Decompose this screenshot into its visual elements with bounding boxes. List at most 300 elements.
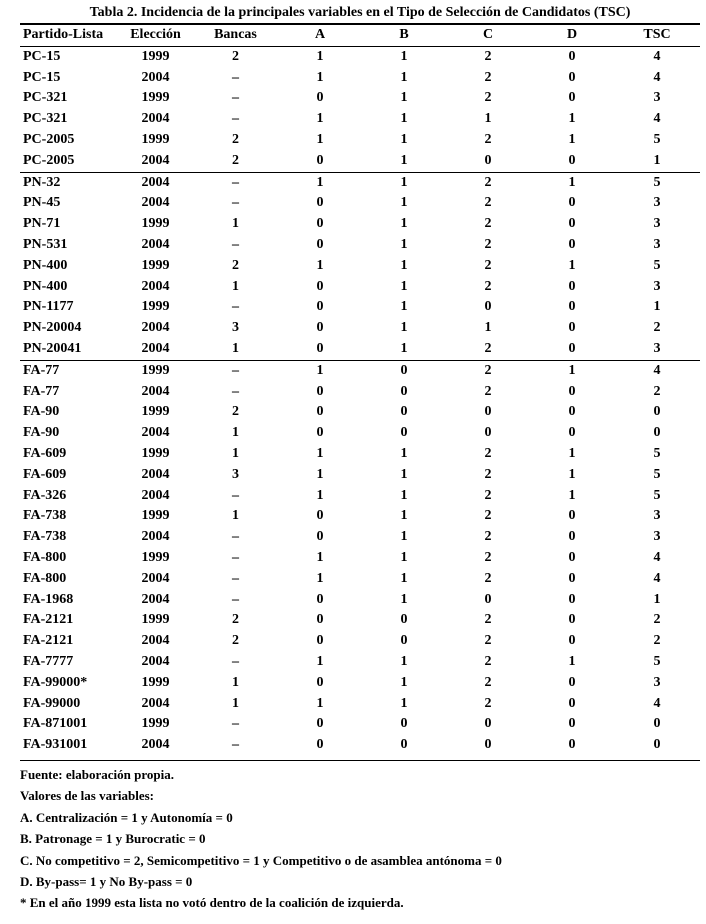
table-cell: FA-326 [23, 487, 67, 503]
table-cell: 0 [568, 236, 576, 252]
table-cell: – [232, 383, 239, 399]
table-row [20, 569, 700, 590]
table-cell: 0 [316, 236, 324, 252]
table-cell: 1 [400, 90, 408, 106]
table-cell: 3 [232, 320, 239, 336]
note-values-heading: Valores de las variables: [20, 788, 154, 804]
note-variable-d: D. By-pass= 1 y No By-pass = 0 [20, 874, 193, 890]
table-cell: 1 [400, 216, 408, 232]
table-cell: 1 [232, 340, 239, 356]
table-cell: FA-2121 [23, 633, 74, 649]
table-cell: 0 [316, 508, 324, 524]
table-cell: 1 [316, 487, 324, 503]
table-cell: 1 [316, 69, 324, 85]
table-cell: 1999 [141, 299, 170, 315]
table-cell: FA-2121 [23, 612, 74, 628]
table-cell: 0 [653, 716, 661, 732]
table-cell: FA-1968 [23, 591, 74, 607]
table-row [20, 631, 700, 652]
table-cell: 5 [653, 487, 661, 503]
table-cell: 2 [232, 152, 239, 168]
table-row [20, 339, 700, 360]
table-cell: 0 [568, 48, 576, 64]
table-cell: – [232, 591, 239, 607]
table-cell: FA-99000 [23, 695, 81, 711]
table-cell: 1999 [141, 90, 170, 106]
table-row [20, 151, 700, 172]
column-header: A [278, 25, 362, 46]
table-cell: 0 [400, 425, 408, 441]
table-cell: PC-15 [23, 69, 61, 85]
table-cell: 3 [232, 466, 239, 482]
table-cell: 2 [232, 612, 239, 628]
table-cell: 1 [653, 299, 661, 315]
table-cell: 2004 [141, 466, 170, 482]
table-row [20, 214, 700, 235]
table-cell: 0 [653, 737, 661, 753]
table-cell: 1 [232, 674, 239, 690]
table-cell: 1 [278, 360, 362, 381]
table-cell: 2 [653, 320, 661, 336]
table-cell: 0 [484, 591, 492, 607]
table-cell: FA-99000* [23, 674, 88, 690]
table-cell: 2004 [141, 383, 170, 399]
table-cell: 4 [653, 695, 661, 711]
table-cell: 2004 [141, 487, 170, 503]
table-cell: 1 [653, 152, 661, 168]
table-cell: 1999 [141, 549, 170, 565]
table-cell: FA-738 [23, 529, 67, 545]
table-cell: 1 [400, 695, 408, 711]
table-cell: 0 [568, 508, 576, 524]
table-cell: PN-45 [23, 195, 61, 211]
table-cell: FA-609 [23, 445, 67, 461]
table-row [20, 694, 700, 715]
table-cell: 0 [400, 404, 408, 420]
table-cell: PC-321 [23, 111, 68, 127]
table-cell: 0 [568, 195, 576, 211]
table-cell: 3 [653, 90, 661, 106]
table-cell: 1 [400, 529, 408, 545]
table-row [20, 277, 700, 298]
table-cell: FA-800 [23, 549, 67, 565]
table-cell: PN-32 [20, 172, 118, 193]
table-cell: 1 [316, 257, 324, 273]
header-row [20, 25, 700, 46]
table-cell: 2 [446, 360, 530, 381]
table-cell: 4 [653, 48, 661, 64]
table-cell: 5 [653, 131, 661, 147]
table-cell: 2 [484, 695, 492, 711]
table-cell: 1 [400, 591, 408, 607]
table-cell: 2 [653, 383, 661, 399]
table-row [20, 297, 700, 318]
table-cell: 1 [400, 653, 408, 669]
table-cell: 1 [316, 695, 324, 711]
table-cell: 1 [568, 653, 576, 669]
table-cell: 0 [484, 425, 492, 441]
table-cell: 1 [316, 466, 324, 482]
table-row [20, 193, 700, 214]
table-body [20, 46, 700, 756]
table-cell: – [232, 195, 239, 211]
table-cell: 1 [568, 445, 576, 461]
table-cell: – [232, 570, 239, 586]
table-cell: 1 [400, 278, 408, 294]
table-cell: 2 [232, 257, 239, 273]
table-cell: 0 [568, 152, 576, 168]
table-cell: 0 [316, 195, 324, 211]
table-cell: – [232, 299, 239, 315]
table-cell: 2 [484, 549, 492, 565]
table-cell: 3 [653, 674, 661, 690]
table-cell: 0 [316, 716, 324, 732]
table-cell: 5 [653, 466, 661, 482]
table-cell: 0 [316, 425, 324, 441]
table-row [20, 172, 700, 193]
table-cell: 2004 [141, 152, 170, 168]
table-row [20, 465, 700, 486]
table-row [20, 548, 700, 569]
table-cell: 1999 [141, 445, 170, 461]
table-cell: 1 [316, 111, 324, 127]
table-cell: 2004 [141, 591, 170, 607]
table-cell: 1 [400, 466, 408, 482]
table-cell: – [232, 69, 239, 85]
table-cell: 0 [568, 299, 576, 315]
table-cell: 1 [400, 236, 408, 252]
table-cell: 2 [446, 172, 530, 193]
notes-section [20, 764, 700, 914]
table-row [20, 256, 700, 277]
table-cell: – [232, 236, 239, 252]
table-cell: 1 [568, 466, 576, 482]
bottom-rule [20, 760, 700, 761]
table-cell: 0 [484, 737, 492, 753]
table-cell: 0 [316, 674, 324, 690]
table-cell: 2 [484, 216, 492, 232]
table-cell: 1999 [141, 48, 170, 64]
table-cell: PN-400 [23, 278, 68, 294]
table-cell: 2004 [141, 236, 170, 252]
table-cell: FA-90 [23, 404, 60, 420]
table-cell: 1999 [118, 360, 193, 381]
table-cell: PC-321 [23, 90, 68, 106]
table-cell: – [232, 487, 239, 503]
table-cell: 0 [316, 90, 324, 106]
table-cell: 0 [568, 633, 576, 649]
table-cell: 1 [316, 653, 324, 669]
table-cell: 1 [232, 216, 239, 232]
table-cell: 1 [400, 445, 408, 461]
table-cell: 1999 [141, 257, 170, 273]
table-row [20, 506, 700, 527]
table-cell: 0 [400, 737, 408, 753]
table-cell: 1 [530, 172, 614, 193]
column-header: Partido-Lista [20, 25, 118, 46]
table-cell: PN-531 [23, 236, 68, 252]
note-variable-a: A. Centralización = 1 y Autonomía = 0 [20, 809, 233, 825]
table-cell: 2 [484, 570, 492, 586]
table-cell: 0 [653, 404, 661, 420]
data-table [20, 25, 700, 756]
table-cell: 2004 [141, 653, 170, 669]
table-cell: 0 [568, 549, 576, 565]
table-cell: PN-20004 [23, 320, 82, 336]
table-cell: FA-77 [23, 383, 60, 399]
table-cell: 2 [484, 529, 492, 545]
table-cell: 2004 [141, 320, 170, 336]
table-cell: 1 [400, 111, 408, 127]
table-cell: 0 [653, 425, 661, 441]
table-cell: 0 [316, 320, 324, 336]
table-cell: 1 [568, 111, 576, 127]
table-cell: 2 [484, 487, 492, 503]
table-cell: 1 [484, 320, 492, 336]
table-cell: 0 [568, 570, 576, 586]
table-cell: 1 [232, 695, 239, 711]
table-cell: 5 [614, 172, 700, 193]
table-cell: 0 [568, 591, 576, 607]
table-row [20, 444, 700, 465]
table-cell: 1999 [141, 612, 170, 628]
table-cell: 0 [316, 383, 324, 399]
table-cell: 2 [484, 257, 492, 273]
table-cell: 3 [653, 278, 661, 294]
column-header: Bancas [193, 25, 278, 46]
table-cell: 2 [653, 633, 661, 649]
column-header: D [530, 25, 614, 46]
table-cell: 0 [568, 340, 576, 356]
table-cell: 1 [278, 172, 362, 193]
table-cell: 0 [484, 716, 492, 732]
table-cell: PN-1177 [23, 299, 74, 315]
table-cell: – [193, 172, 278, 193]
table-cell: 0 [568, 695, 576, 711]
table-cell: 2 [484, 445, 492, 461]
table-cell: 0 [568, 404, 576, 420]
table-cell: 1 [316, 48, 324, 64]
table-cell: FA-90 [23, 425, 60, 441]
table-cell: PC-15 [23, 48, 61, 64]
table-cell: – [232, 549, 239, 565]
table-cell: 0 [568, 69, 576, 85]
table-cell: 0 [568, 529, 576, 545]
table-row [20, 486, 700, 507]
table-cell: 2 [232, 404, 239, 420]
table-cell: 2 [484, 633, 492, 649]
table-cell: 2 [484, 674, 492, 690]
table-cell: 0 [568, 320, 576, 336]
table-cell: 2004 [141, 340, 170, 356]
table-cell: 1 [400, 152, 408, 168]
table-cell: 2004 [141, 633, 170, 649]
table-row [20, 590, 700, 611]
table-row [20, 673, 700, 694]
table-cell: 1 [232, 445, 239, 461]
table-cell: 1999 [141, 404, 170, 420]
table-row [20, 235, 700, 256]
table-title: Tabla 2. Incidencia de la principales variables en el Tipo de Selección de Candidatos (TSC) [89, 5, 631, 20]
table-cell: PN-400 [23, 257, 68, 273]
table-cell: 1 [316, 445, 324, 461]
table-cell: 0 [316, 278, 324, 294]
table-cell: 2 [484, 48, 492, 64]
table-cell: 4 [653, 549, 661, 565]
table-cell: 4 [614, 360, 700, 381]
note-source: Fuente: elaboración propia. [20, 767, 174, 782]
table-cell: 2 [484, 278, 492, 294]
table-cell: 1 [400, 340, 408, 356]
table-cell: – [232, 716, 239, 732]
table-cell: FA-7777 [23, 653, 74, 669]
column-header: Elección [118, 25, 193, 46]
table-cell: FA-738 [23, 508, 67, 524]
table-cell: 4 [653, 570, 661, 586]
table-cell: 2 [484, 131, 492, 147]
table-cell: 1999 [141, 131, 170, 147]
table-cell: 0 [316, 529, 324, 545]
table-cell: 5 [653, 653, 661, 669]
note-variable-b: B. Patronage = 1 y Burocratic = 0 [20, 831, 206, 847]
table-cell: 3 [653, 236, 661, 252]
table-cell: 1 [568, 131, 576, 147]
table-cell: FA-871001 [23, 716, 88, 732]
table-cell: 3 [653, 508, 661, 524]
table-cell: 0 [316, 216, 324, 232]
table-cell: 0 [484, 299, 492, 315]
table-cell: 2004 [141, 195, 170, 211]
column-header: C [446, 25, 530, 46]
table-cell: 0 [568, 737, 576, 753]
table-cell: PN-20041 [23, 340, 82, 356]
note-footnote: * En el año 1999 esta lista no votó dentro de la coalición de izquierda. [20, 895, 404, 911]
table-cell: 0 [362, 360, 446, 381]
table-row [20, 360, 700, 381]
table-cell: 2 [484, 612, 492, 628]
table-cell: 0 [316, 340, 324, 356]
table-cell: 2 [232, 131, 239, 147]
table-cell: 1 [232, 508, 239, 524]
table-cell: 1 [400, 257, 408, 273]
table-row [20, 652, 700, 673]
table-cell: 0 [316, 152, 324, 168]
table-cell: 1 [232, 425, 239, 441]
table-cell: 2 [484, 195, 492, 211]
table-cell: 1 [484, 111, 492, 127]
table-cell: 2 [484, 383, 492, 399]
table-cell: 0 [400, 716, 408, 732]
table-cell: 5 [653, 445, 661, 461]
table-row [20, 735, 700, 756]
table-cell: 0 [400, 612, 408, 628]
table-cell: 2004 [118, 172, 193, 193]
table-cell: 1 [400, 131, 408, 147]
table-cell: 0 [568, 278, 576, 294]
table-cell: PN-71 [23, 216, 61, 232]
table-cell: 0 [316, 633, 324, 649]
table-cell: PC-2005 [23, 131, 75, 147]
table-cell: 1 [400, 549, 408, 565]
table-cell: 2 [232, 633, 239, 649]
table-row [20, 402, 700, 423]
table-cell: 0 [400, 633, 408, 649]
table-cell: 2 [232, 48, 239, 64]
table-cell: 1 [653, 591, 661, 607]
table-cell: 1 [400, 195, 408, 211]
table-cell: 2 [484, 69, 492, 85]
table-cell: 0 [316, 404, 324, 420]
table-cell: 3 [653, 195, 661, 211]
table-cell: 1 [568, 487, 576, 503]
table-row [20, 610, 700, 631]
table-cell: – [232, 90, 239, 106]
table-cell: 1 [232, 278, 239, 294]
table-cell: 5 [653, 257, 661, 273]
table-cell: 2004 [141, 737, 170, 753]
table-cell: 2 [484, 466, 492, 482]
table-cell: 3 [653, 216, 661, 232]
table-row [20, 109, 700, 130]
table-cell: 2 [484, 508, 492, 524]
table-cell: – [232, 111, 239, 127]
note-variable-c: C. No competitivo = 2, Semicompetitivo = 1 y Competitivo o de asamblea antónoma = 0 [20, 852, 502, 868]
table-cell: 0 [568, 674, 576, 690]
table-cell: 2 [484, 653, 492, 669]
table-row [20, 527, 700, 548]
table-row [20, 68, 700, 89]
table-cell: 1 [400, 299, 408, 315]
table-cell: 2 [484, 340, 492, 356]
table-cell: 2004 [141, 425, 170, 441]
table-cell: – [232, 653, 239, 669]
table-cell: 0 [484, 152, 492, 168]
table-cell: 2 [484, 90, 492, 106]
table-cell: 0 [568, 425, 576, 441]
table-cell: FA-609 [23, 466, 67, 482]
column-header: TSC [614, 25, 700, 46]
table-cell: FA-931001 [23, 737, 88, 753]
column-header: B [362, 25, 446, 46]
table-row [20, 423, 700, 444]
table-cell: – [232, 737, 239, 753]
table-cell: 0 [568, 90, 576, 106]
table-cell: 0 [484, 404, 492, 420]
table-cell: 2 [653, 612, 661, 628]
table-cell: 0 [568, 716, 576, 732]
table-cell: 1 [568, 257, 576, 273]
table-row [20, 318, 700, 339]
table-cell: 1 [316, 131, 324, 147]
table-cell: 1 [316, 549, 324, 565]
table-cell: 2004 [141, 69, 170, 85]
table-cell: 1999 [141, 508, 170, 524]
table-cell: 1 [400, 674, 408, 690]
table-cell: 4 [653, 111, 661, 127]
table-cell: 4 [653, 69, 661, 85]
table-cell: – [193, 360, 278, 381]
table-cell: 1 [530, 360, 614, 381]
table-row [20, 382, 700, 403]
table-cell: 1 [400, 508, 408, 524]
table-cell: 1999 [141, 674, 170, 690]
table-cell: 3 [653, 340, 661, 356]
table-cell: 2004 [141, 529, 170, 545]
table-row [20, 88, 700, 109]
table-cell: 0 [400, 383, 408, 399]
table-cell: – [232, 529, 239, 545]
table-cell: 0 [316, 612, 324, 628]
